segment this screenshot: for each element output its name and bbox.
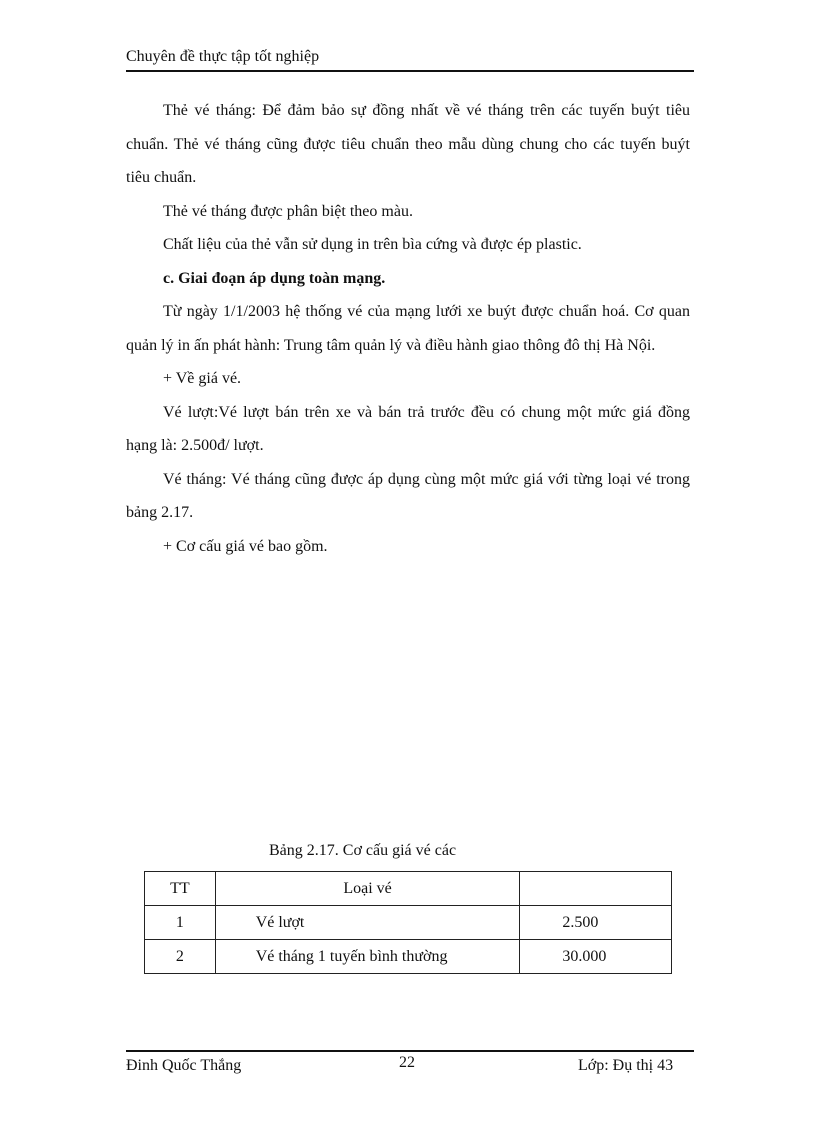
body-text — [126, 94, 690, 563]
table-cell: Vé lượt — [215, 906, 520, 940]
table-row — [145, 940, 672, 974]
table-caption: Bảng 2.17. Cơ cấu giá vé các — [269, 842, 457, 859]
table-row — [145, 906, 672, 940]
paragraph: Vé tháng: Vé tháng cũng được áp dụng cùng một mức giá với từng loại vé trong bảng 2.17. — [126, 470, 690, 521]
table-header-cell: Loại vé — [215, 872, 520, 906]
table-header-row — [145, 872, 672, 906]
header-divider — [126, 70, 694, 72]
section-heading: c. Giai đoạn áp dụng toàn mạng. — [163, 269, 386, 287]
table-cell: 30.000 — [520, 940, 672, 974]
page-header-title: Chuyên đề thực tập tốt nghiệp — [126, 48, 320, 65]
table-cell: 2.500 — [520, 906, 672, 940]
table-cell: 2 — [145, 940, 216, 974]
table-header-cell — [520, 872, 672, 906]
price-table — [144, 871, 672, 974]
table-cell: Vé tháng 1 tuyến bình thường — [215, 940, 520, 974]
paragraph: + Cơ cấu giá vé bao gồm. — [163, 537, 328, 555]
paragraph: + Về giá vé. — [163, 370, 242, 387]
paragraph: Chất liệu của thẻ vẫn sử dụng in trên bìa cứng và được ép plastic. — [163, 236, 582, 253]
paragraph: Từ ngày 1/1/2003 hệ thống vé của mạng lưới xe buýt được chuẩn hoá. Cơ quan quản lý in ấn phát hành: Trung tâm quản lý và điều hành giao thông đô thị Hà Nội. — [126, 303, 690, 354]
footer-divider — [126, 1050, 694, 1052]
page-number: 22 — [399, 1054, 415, 1071]
table-header-cell: TT — [145, 872, 216, 906]
paragraph: Thẻ vé tháng được phân biệt theo màu. — [163, 202, 413, 220]
footer-class: Lớp: Đụ thị 43 — [578, 1057, 674, 1074]
paragraph: Vé lượt:Vé lượt bán trên xe và bán trả trước đều có chung một mức giá đồng hạng là: 2.500đ/ lượt. — [126, 403, 690, 454]
table-cell: 1 — [145, 906, 216, 940]
footer-author: Đinh Quốc Thắng — [126, 1057, 242, 1074]
paragraph: Thẻ vé tháng: Để đảm bảo sự đồng nhất về vé tháng trên các tuyến buýt tiêu chuẩn. Thẻ vé tháng cũng được tiêu chuẩn theo mẫu dùng chung cho các tuyến buýt tiêu chuẩn. — [126, 102, 690, 186]
